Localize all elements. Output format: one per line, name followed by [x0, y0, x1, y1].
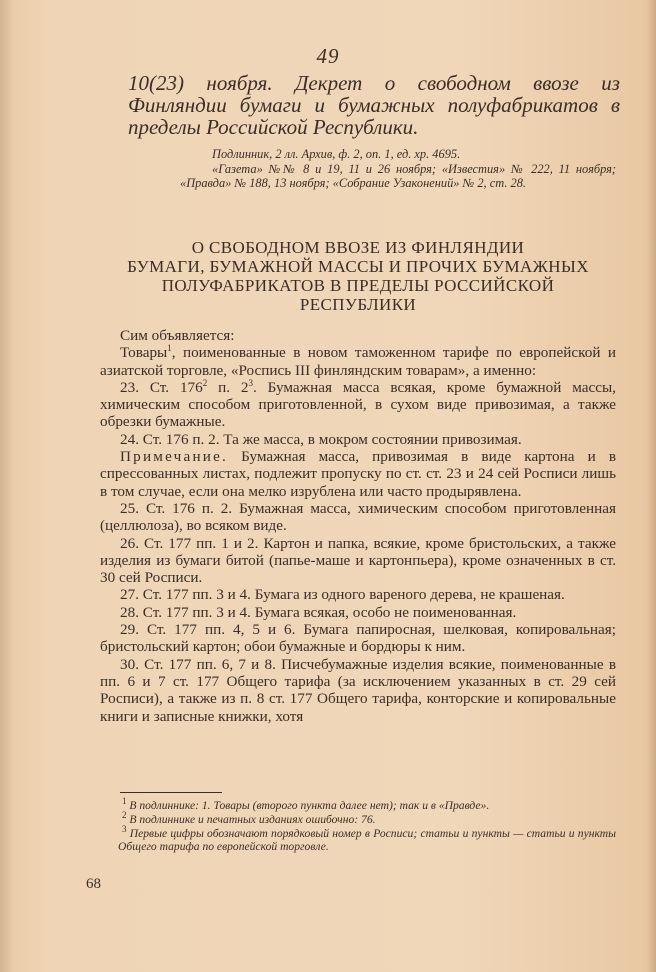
page-right-shadow — [646, 0, 656, 972]
text-span: В подлиннике и печатных изданиях ошибочно: 76. — [126, 812, 376, 826]
text-span: В подлиннике: 1. Товары (второго пункта далее нет); так и в «Правде». — [126, 799, 490, 812]
footnote-3 — [118, 823, 616, 855]
body-paragraph: 28. Ст. 177 пп. 3 и 4. Бумага всякая, особо не поименованная. — [120, 603, 517, 621]
footnote-ref: 3 — [248, 377, 253, 388]
footnotes — [118, 796, 616, 854]
text-span: Первые цифры обозначают порядковый номер в Росписи; статьи и пункты — статьи и пункты Общего тарифа по европейской торговле. — [118, 826, 616, 854]
document-body — [100, 327, 616, 725]
body-paragraph: 25. Ст. 176 п. 2. Бумажная масса, химическим способом приготовленная (целлюлоза), во всяком виде. — [100, 499, 616, 535]
footnote-mark: 3 — [122, 823, 127, 834]
decree-title: 10(23) ноября. Декрет о свободном ввозе из Финляндии бумаги и бумажных полуфабрикатов в пределы Российской Республики. — [128, 71, 620, 139]
body-paragraph: 29. Ст. 177 пп. 4, 5 и 6. Бумага папиросная, шелковая, копировальная; бристольский картон; обои бумажные и бордюры к ним. — [100, 621, 616, 656]
header-page-number: 49 — [316, 44, 340, 68]
text-span: . Бумажная масса всякая, кроме бумажной массы, химическим способом приготовленной, в сухом виде привозимая, а также обрезки бумажные. — [100, 378, 616, 431]
body-paragraph: 24. Ст. 176 п. 2. Та же масса, в мокром состоянии привозимая. — [120, 430, 522, 448]
text-span: п. 2 — [207, 378, 249, 396]
footer-page-number: 68 — [86, 876, 101, 892]
body-paragraph — [100, 379, 616, 431]
body-paragraph — [100, 448, 616, 500]
heading-line-3: ПОЛУФАБРИКАТОВ В ПРЕДЕЛЫ РОССИЙСКОЙ — [161, 276, 555, 295]
footnote-mark: 1 — [122, 796, 127, 807]
note-label: Примечание. — [120, 448, 229, 466]
footnote-1 — [118, 796, 616, 813]
heading-line-1: О СВОБОДНОМ ВВОЗЕ ИЗ ФИНЛЯНДИИ — [191, 238, 525, 257]
text-span: Бумажная масса, привозимая в виде картона и в спрессованных листах, подлежит пропуску по ст. ст. 23 и 24 сей Росписи лишь в том случае, если она мелко изрублена или часто продырявлена. — [100, 448, 616, 500]
footnote-ref: 2 — [202, 377, 208, 388]
text-span: , поименованные в новом таможенном тарифе по европейской и азиатской торговле, «Роспись III финляндским товарам», а именно: — [100, 344, 616, 379]
body-paragraph — [100, 344, 616, 379]
text-span: Товары — [120, 344, 168, 362]
body-paragraph: 30. Ст. 177 пп. 6, 7 и 8. Писчебумажные изделия всякие, поименованные в пп. 6 и 7 ст. 177 Общего тарифа (за исключением указанных в ст. 29 сей Росписи), а также из п. 8 ст. 177 Общего тарифа, конторские и копировальные книги и записные книжки, хотя — [100, 655, 616, 725]
source-reference — [180, 147, 616, 191]
body-paragraph: 26. Ст. 177 пп. 1 и 2. Картон и папка, всякие, кроме бристольских, а также изделия из бумаги битой (папье-маше и картонпьера), кроме означенных в ст. 30 сей Росписи. — [100, 534, 616, 587]
body-paragraph: Сим объявляется: — [120, 327, 235, 344]
body-paragraph: 27. Ст. 177 пп. 3 и 4. Бумага из одного вареного дерева, не крашеная. — [120, 586, 565, 604]
footnote-divider — [120, 792, 222, 793]
text-span: 23. Ст. 176 — [120, 378, 203, 396]
heading-line-2: БУМАГИ, БУМАЖНОЙ МАССЫ И ПРОЧИХ БУМАЖНЫХ — [127, 257, 589, 276]
source-line-archive: Подлинник, 2 лл. Архив, ф. 2, оп. 1, ед. хр. 4695. — [212, 147, 461, 161]
footnote-2 — [118, 809, 616, 827]
footnote-mark: 2 — [122, 809, 127, 820]
footnote-ref: 1 — [167, 343, 172, 354]
heading-line-4: РЕСПУБЛИКИ — [299, 295, 417, 314]
document-heading — [100, 238, 616, 314]
page-left-shadow — [0, 0, 14, 972]
source-line-publications: «Газета» №№ 8 и 19, 11 и 26 ноября; «Известия» № 222, 11 ноября; «Правда» № 188, 13 ноября; «Собрание Узаконений» № 2, ст. 28. — [180, 161, 616, 190]
